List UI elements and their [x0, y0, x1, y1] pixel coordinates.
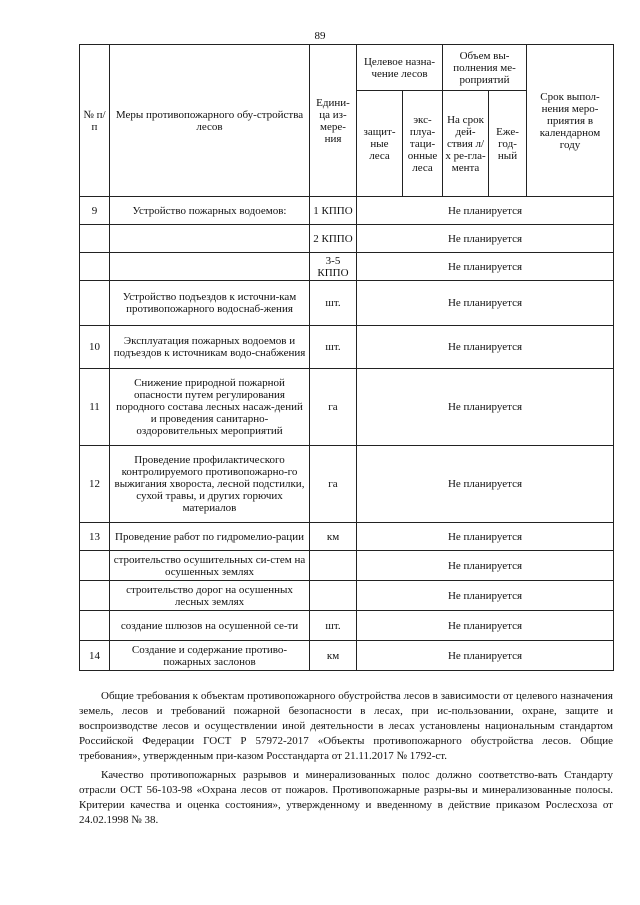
row-unit: км [310, 523, 357, 551]
row-num: 12 [80, 446, 110, 523]
table-row [80, 611, 614, 641]
row-measure: строительство дорог на осушенных лесных землях [110, 581, 310, 611]
row-measure: Устройство подъездов к источни-кам противопожарного водоснаб-жения [110, 281, 310, 326]
table-row [80, 641, 614, 671]
row-unit: шт. [310, 281, 357, 326]
row-unit: 3-5 КППО [310, 253, 357, 281]
fire-prevention-table [79, 44, 614, 671]
table-row [80, 581, 614, 611]
row-status: Не планируется [357, 581, 614, 611]
row-status: Не планируется [357, 446, 614, 523]
table-row [80, 197, 614, 225]
header-exploitation: экс-плуа-таци-онные леса [403, 91, 443, 197]
header-measures: Меры противопожарного обу-стройства лесов [110, 45, 310, 197]
row-measure: Эксплуатация пожарных водоемов и подъездов к источникам водо-снабжения [110, 326, 310, 369]
row-status: Не планируется [357, 551, 614, 581]
page-number: 89 [314, 30, 326, 42]
table-row [80, 225, 614, 253]
header-volume: Объем вы-полнения ме-роприятий [443, 45, 527, 91]
row-status: Не планируется [357, 281, 614, 326]
row-measure: Создание и содержание противо-пожарных заслонов [110, 641, 310, 671]
paragraph-quality-requirements: Качество противопожарных разрывов и минерализованных полос должно соответство-вать Стандарту отрасли ОСТ 56-103-98 «Охрана лесов от пожаров. Противопожарные разры-вы и минерализованные полосы. Критерии качества и оценка состояния», утвержденному и введенному в действие приказом Рослесхоза от 24.02.1998 № 38. [79, 769, 613, 826]
row-num: 9 [80, 197, 110, 225]
table-row [80, 281, 614, 326]
row-num [80, 581, 110, 611]
row-num [80, 611, 110, 641]
row-measure: Снижение природной пожарной опасности путем регулирования породного состава лесных насаж-дений и проведения санитарно-оздоровительных мероприятий [110, 369, 310, 446]
row-unit: шт. [310, 611, 357, 641]
row-status: Не планируется [357, 326, 614, 369]
row-unit: 1 КППО [310, 197, 357, 225]
row-status: Не планируется [357, 369, 614, 446]
header-unit: Едини-ца из-мере-ния [310, 45, 357, 197]
row-unit: 2 КППО [310, 225, 357, 253]
row-status: Не планируется [357, 253, 614, 281]
row-unit: га [310, 446, 357, 523]
table-row [80, 326, 614, 369]
row-num [80, 551, 110, 581]
row-measure: строительство осушительных си-стем на осушенных землях [110, 551, 310, 581]
row-num: 14 [80, 641, 110, 671]
header-deadline: Срок выпол-нения меро-приятия в календарном году [527, 45, 614, 197]
table-row [80, 369, 614, 446]
row-unit [310, 551, 357, 581]
body-text [79, 689, 613, 832]
row-status: Не планируется [357, 523, 614, 551]
header-annual: Еже-год-ный [489, 91, 527, 197]
row-num: 13 [80, 523, 110, 551]
header-purpose: Целевое назна-чение лесов [357, 45, 443, 91]
table-row [80, 523, 614, 551]
row-status: Не планируется [357, 641, 614, 671]
row-status: Не планируется [357, 197, 614, 225]
row-unit: га [310, 369, 357, 446]
table-row [80, 446, 614, 523]
row-measure [110, 253, 310, 281]
row-num [80, 281, 110, 326]
row-num [80, 253, 110, 281]
row-unit: км [310, 641, 357, 671]
header-protective: защит-ные леса [357, 91, 403, 197]
header-num: № п/п [80, 45, 110, 197]
row-status: Не планируется [357, 611, 614, 641]
row-status: Не планируется [357, 225, 614, 253]
row-unit: шт. [310, 326, 357, 369]
table-row [80, 551, 614, 581]
row-unit [310, 581, 357, 611]
row-num: 11 [80, 369, 110, 446]
table-row [80, 253, 614, 281]
row-measure: Проведение работ по гидромелио-рации [110, 523, 310, 551]
row-measure: Проведение профилактического контролируемого противопожарно-го выжигания хвороста, лесной подстилки, сухой травы, и других горючих материалов [110, 446, 310, 523]
row-measure: создание шлюзов на осушенной се-ти [110, 611, 310, 641]
paragraph-general-requirements: Общие требования к объектам противопожарного обустройства лесов в зависимости от целевого назначения земель, лесов и требований пожарной безопасности в лесах, при ис-пользовании, охране, защите и воспроизводстве лесов и осуществлении иной деятельности в лесах установлены национальным стандартом Российской Федерации ГОСТ Р 57972-2017 «Объекты противопожарного обустройства лесов. Общие требования», утвержденным при-казом Росстандарта от 21.11.2017 № 1792-ст. [79, 690, 613, 762]
row-num: 10 [80, 326, 110, 369]
row-measure [110, 225, 310, 253]
row-measure: Устройство пожарных водоемов: [110, 197, 310, 225]
header-term-total: На срок дей-ствия л/х ре-гла-мента [443, 91, 489, 197]
row-num [80, 225, 110, 253]
